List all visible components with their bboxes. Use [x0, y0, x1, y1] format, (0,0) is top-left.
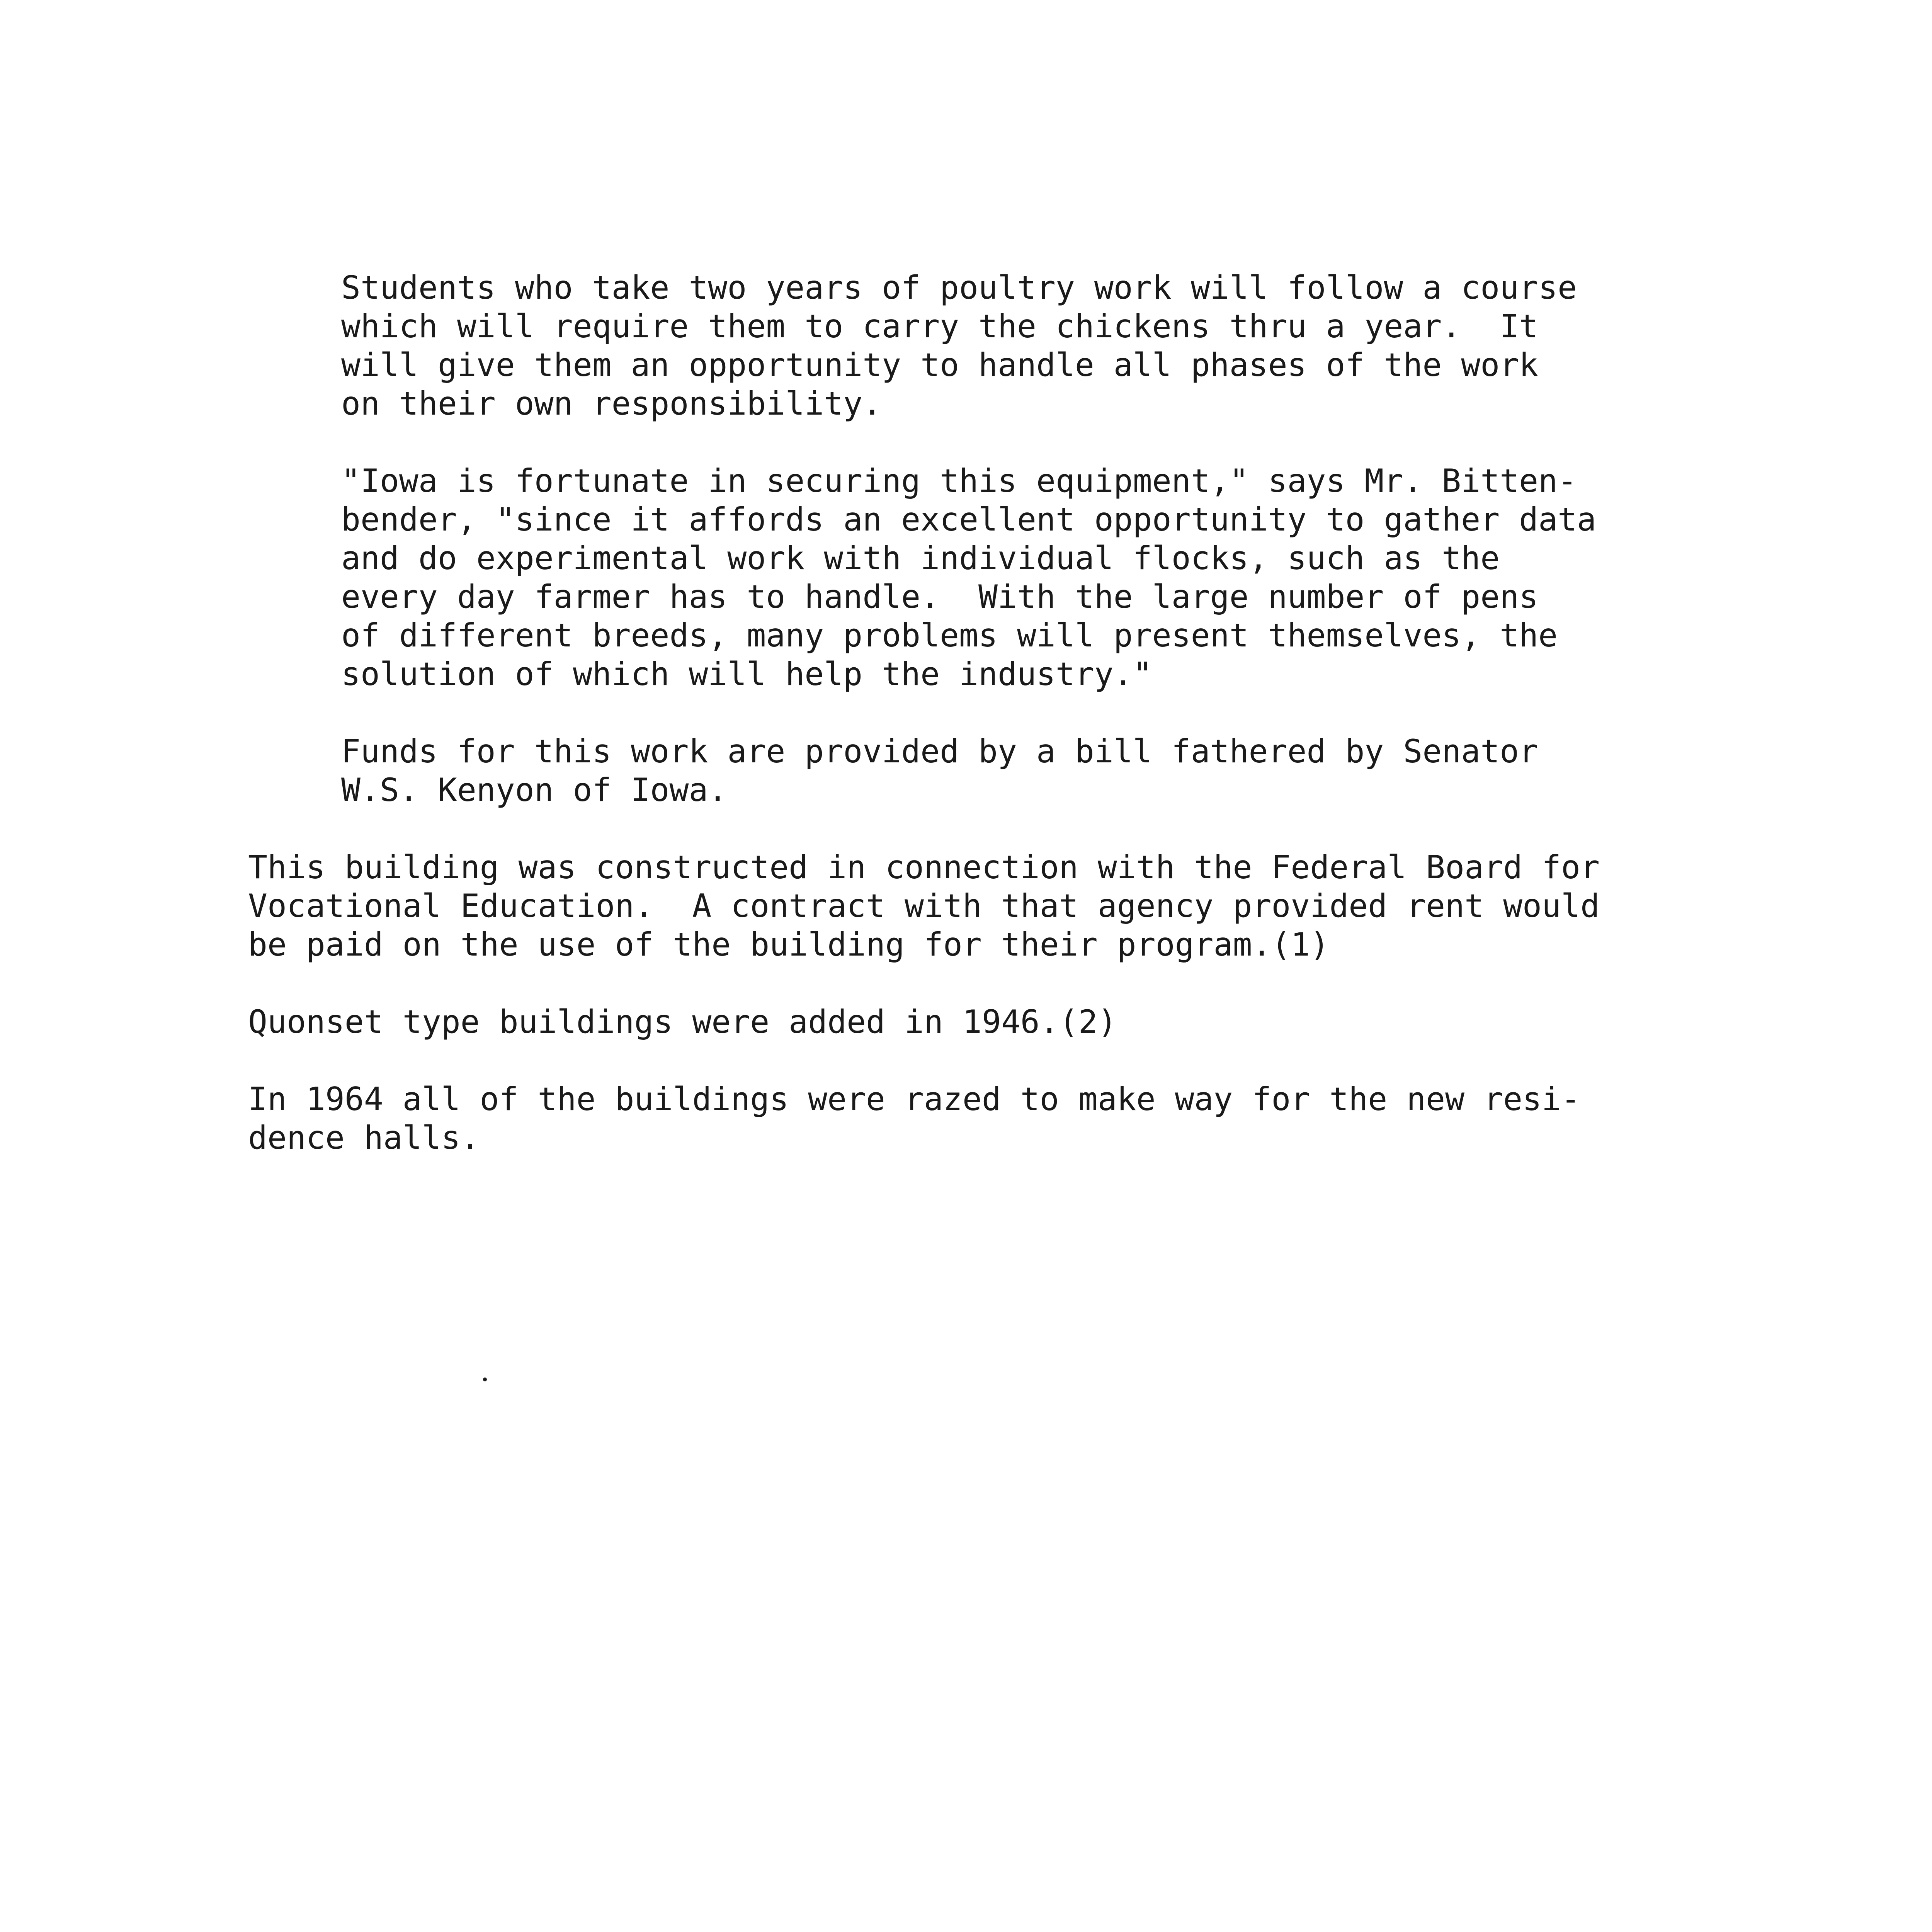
- text-line: will give them an opportunity to handle all phases of the work: [341, 346, 1539, 384]
- text-line: Quonset type buildings were added in 1946.(2): [248, 1003, 1117, 1041]
- text-line: W.S. Kenyon of Iowa.: [341, 771, 728, 809]
- text-line: on their own responsibility.: [341, 385, 882, 422]
- text-line: which will require them to carry the chickens thru a year. It: [341, 308, 1539, 345]
- text-line: Students who take two years of poultry work will follow a course: [341, 269, 1577, 306]
- text-line: and do experimental work with individual flocks, such as the: [341, 539, 1500, 577]
- text-line: dence halls.: [248, 1119, 480, 1156]
- text-line: Vocational Education. A contract with that agency provided rent would: [248, 887, 1600, 925]
- text-line: In 1964 all of the buildings were razed to make way for the new resi-: [248, 1080, 1580, 1118]
- text-line: of different breeds, many problems will present themselves, the: [341, 617, 1558, 654]
- text-line: bender, "since it affords an excellent opportunity to gather data: [341, 501, 1597, 538]
- text-line: solution of which will help the industry.": [341, 655, 1152, 693]
- text-line: This building was constructed in connection with the Federal Board for: [248, 849, 1600, 886]
- text-line: every day farmer has to handle. With the large number of pens: [341, 578, 1539, 616]
- text-line: "Iowa is fortunate in securing this equipment," says Mr. Bitten-: [341, 462, 1577, 500]
- stray-dot: [483, 1378, 487, 1381]
- text-line: Funds for this work are provided by a bill fathered by Senator: [341, 733, 1539, 770]
- text-line: be paid on the use of the building for their program.(1): [248, 926, 1330, 963]
